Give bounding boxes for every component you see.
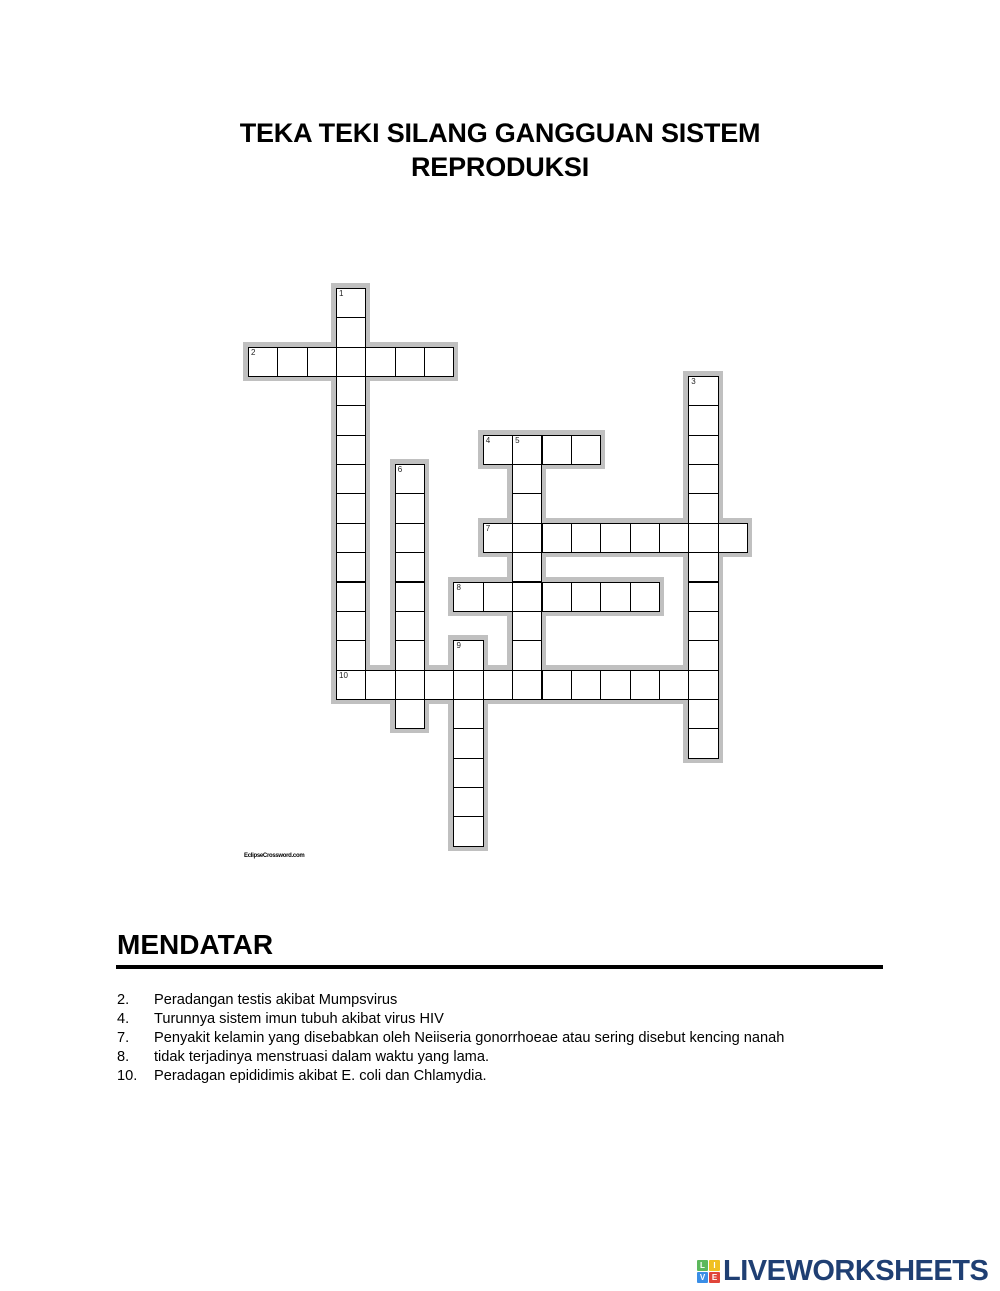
crossword-cell[interactable] — [395, 699, 425, 729]
crossword-cell[interactable] — [365, 347, 395, 377]
crossword-cell[interactable] — [630, 523, 660, 553]
clue-item — [117, 1010, 917, 1029]
crossword-cell[interactable] — [688, 464, 718, 494]
crossword-cell[interactable] — [365, 670, 395, 700]
logo-squares-icon — [697, 1260, 720, 1283]
clue-item — [117, 1067, 917, 1086]
crossword-cell[interactable] — [630, 582, 660, 612]
crossword-cell[interactable] — [424, 670, 454, 700]
crossword-cell[interactable] — [600, 670, 630, 700]
clue-number: 10. — [117, 1068, 138, 1084]
crossword-cell[interactable] — [512, 582, 542, 612]
crossword-cell[interactable] — [512, 464, 542, 494]
logo-square-i: I — [709, 1260, 720, 1271]
crossword-cell[interactable] — [395, 611, 425, 641]
crossword-cell[interactable] — [688, 670, 718, 700]
crossword-cell[interactable] — [336, 288, 366, 318]
crossword-cell[interactable] — [453, 816, 483, 846]
heading-divider — [116, 965, 883, 969]
crossword-cell[interactable] — [600, 523, 630, 553]
cell-number: 4 — [485, 435, 491, 445]
crossword-cell[interactable] — [512, 640, 542, 670]
crossword-cell[interactable] — [453, 758, 483, 788]
crossword-cell[interactable] — [659, 670, 689, 700]
crossword-cell[interactable] — [336, 347, 366, 377]
crossword-cell[interactable] — [688, 699, 718, 729]
crossword-cell[interactable] — [424, 347, 454, 377]
crossword-cell[interactable] — [688, 523, 718, 553]
clues-heading: MENDATAR — [117, 929, 274, 960]
crossword-cell[interactable] — [688, 376, 718, 406]
cell-number: 5 — [515, 435, 520, 445]
crossword-credit: EclipseCrossword.com — [244, 853, 305, 859]
crossword-cell[interactable] — [248, 347, 278, 377]
title-line-1: TEKA TEKI SILANG GANGGUAN SISTEM — [239, 118, 761, 148]
crossword-cell[interactable] — [336, 552, 366, 582]
crossword-cell[interactable] — [512, 552, 542, 582]
clue-number: 4. — [117, 1011, 130, 1027]
liveworksheets-logo[interactable] — [697, 1256, 988, 1286]
crossword-cell[interactable] — [688, 611, 718, 641]
logo-square-l: L — [697, 1260, 708, 1271]
crossword-cell[interactable] — [453, 670, 483, 700]
cell-number: 2 — [251, 347, 256, 357]
crossword-cell[interactable] — [336, 611, 366, 641]
crossword-cell[interactable] — [395, 464, 425, 494]
clue-number: 2. — [117, 992, 130, 1008]
crossword-cell[interactable] — [542, 670, 572, 700]
crossword-cell[interactable] — [453, 582, 483, 612]
crossword-cell[interactable] — [630, 670, 660, 700]
cell-number: 7 — [485, 523, 491, 533]
logo-square-e: E — [709, 1272, 720, 1283]
cell-number: 10 — [339, 670, 348, 680]
cell-number: 1 — [339, 289, 344, 298]
crossword-cell[interactable] — [688, 552, 718, 582]
crossword-cell[interactable] — [718, 523, 748, 553]
logo-text: LIVEWORKSHEETS — [723, 1255, 989, 1287]
logo-square-v: V — [697, 1272, 708, 1283]
crossword-cell[interactable] — [395, 640, 425, 670]
clue-text: Peradagan epididimis akibat E. coli dan Chlamydia. — [154, 1068, 487, 1084]
crossword-cell[interactable] — [688, 728, 718, 758]
crossword-cell[interactable] — [483, 670, 513, 700]
crossword-cell[interactable] — [600, 582, 630, 612]
crossword-cell[interactable] — [336, 670, 366, 700]
crossword-cell[interactable] — [395, 670, 425, 700]
crossword-cell[interactable] — [336, 582, 366, 612]
clue-item — [117, 991, 917, 1010]
crossword-cell[interactable] — [542, 435, 572, 465]
cell-number: 3 — [691, 377, 696, 387]
crossword-cell[interactable] — [453, 787, 483, 817]
crossword-cell[interactable] — [453, 640, 483, 670]
crossword-cell[interactable] — [542, 523, 572, 553]
crossword-cell[interactable] — [336, 376, 366, 406]
clue-text: Penyakit kelamin yang disebabkan oleh Neiiseria gonorrhoeae atau sering disebut kencing nanah — [154, 1030, 785, 1046]
crossword-cell[interactable] — [571, 670, 601, 700]
crossword-cell[interactable] — [571, 582, 601, 612]
crossword-cell[interactable] — [336, 435, 366, 465]
crossword-cell[interactable] — [336, 493, 366, 523]
title-line-2: REPRODUKSI — [410, 152, 590, 182]
crossword-cell[interactable] — [688, 405, 718, 435]
crossword-cell[interactable] — [336, 464, 366, 494]
crossword-cell[interactable] — [395, 347, 425, 377]
crossword-cell[interactable] — [512, 611, 542, 641]
crossword-cell[interactable] — [659, 523, 689, 553]
crossword-cell[interactable] — [336, 317, 366, 347]
crossword-cell[interactable] — [688, 640, 718, 670]
crossword-cell[interactable] — [688, 493, 718, 523]
crossword-cell[interactable] — [395, 523, 425, 553]
clue-item — [117, 1048, 917, 1067]
crossword-cell[interactable] — [336, 640, 366, 670]
clue-number: 7. — [117, 1030, 130, 1046]
crossword-cell[interactable] — [571, 523, 601, 553]
clue-item — [117, 1029, 917, 1048]
cell-number: 6 — [397, 465, 403, 475]
clue-list — [117, 991, 917, 1086]
crossword-cell[interactable] — [483, 435, 513, 465]
cell-number: 8 — [456, 582, 461, 592]
crossword-cell[interactable] — [512, 435, 542, 465]
crossword-cell[interactable] — [336, 405, 366, 435]
crossword-cell[interactable] — [453, 728, 483, 758]
crossword-cell[interactable] — [307, 347, 337, 377]
crossword-cell[interactable] — [542, 582, 572, 612]
crossword-cell[interactable] — [395, 582, 425, 612]
crossword-cell[interactable] — [512, 670, 542, 700]
crossword-cell[interactable] — [483, 582, 513, 612]
cell-number: 9 — [456, 641, 461, 651]
clue-text: Peradangan testis akibat Mumpsvirus — [154, 992, 398, 1008]
crossword-cell[interactable] — [512, 523, 542, 553]
clue-text: tidak terjadinya menstruasi dalam waktu yang lama. — [154, 1049, 490, 1065]
crossword-cell[interactable] — [395, 552, 425, 582]
crossword-cell[interactable] — [688, 435, 718, 465]
crossword-cell[interactable] — [688, 582, 718, 612]
crossword-cell[interactable] — [336, 523, 366, 553]
crossword-cell[interactable] — [483, 523, 513, 553]
crossword-cell[interactable] — [453, 699, 483, 729]
crossword-cell[interactable] — [395, 493, 425, 523]
clue-number: 8. — [117, 1049, 130, 1065]
crossword-cell[interactable] — [512, 493, 542, 523]
crossword-cell[interactable] — [277, 347, 307, 377]
crossword-cell[interactable] — [571, 435, 601, 465]
clue-text: Turunnya sistem imun tubuh akibat virus HIV — [154, 1011, 444, 1027]
